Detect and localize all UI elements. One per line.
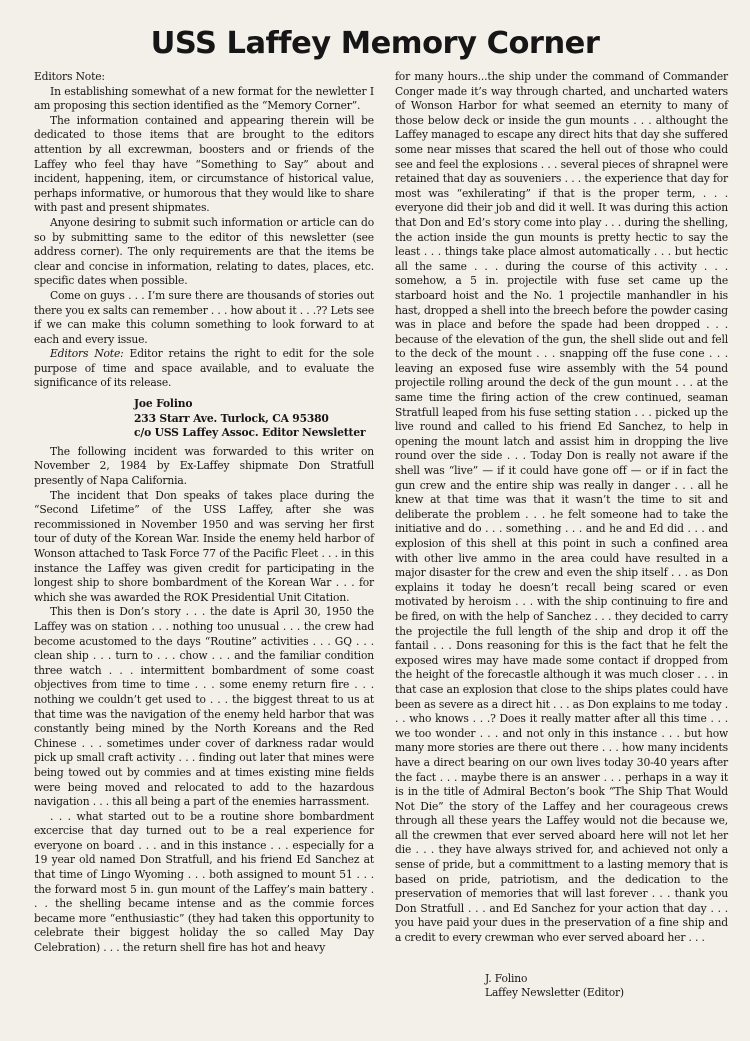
story-paragraph-3: This then is Don’s story . . . the date is April 30, 1950 the Laffey was on station . . . nothing too unusual . . . the crew had become acustomed to the days “Routine” activities . . . GQ . . . clean ship . . . turn to . . . chow . . . and the familiar condition three watch . . . intermittent bombardment of some coast objectives from time to time . . . some enemy return fire . . . nothing we couldn’t get used to . . . the biggest threat to us at that time was the navigation of the enemy held harbor that was constantly being mined by the North Koreans and the Red Chinese . . . sometimes under cover of darkness radar would pick up small craft activity . . . finding out later that mines were being towed out by commies and at times existing mine fields were being moved and relocated to add to the hazardous navigation . . . this all being a part of the enemies harrassment. xyxy=(34,605,374,809)
editor-address xyxy=(134,397,374,441)
editors-note-paragraph xyxy=(34,347,374,391)
editor-name: Joe Folino xyxy=(134,397,193,411)
page-title: USS Laffey Memory Corner xyxy=(150,26,600,61)
signature-block xyxy=(485,972,728,1001)
signature-title: Laffey Newsletter (Editor) xyxy=(485,986,624,1000)
story-paragraph-4: . . . what started out to be a routine shore bombardment excercise that day turned out to be a real experience for everyone on board . . . and in this instance . . . especially for a 19 year old named Don Stratfull, and his friend Ed Sanchez at that time of Lingo Wyoming . . . both assigned to mount 51 . . . the forward most 5 in. gun mount of the Laffey’s main battery . . . the shelling became intense and as the commie forces became more “enthusiastic” (they had taken this opportunity to celebrate their biggest holiday the so called May Day Celebration) . . . the return shell fire has hot and heavy xyxy=(34,809,374,955)
intro-paragraph-4: Come on guys . . . I’m sure there are thousands of stories out there you ex salts can remember . . . how about it . . .?? Lets see if we can make this column something to look forward to at each and every issue. xyxy=(34,288,374,346)
left-column xyxy=(34,70,374,956)
editors-note-text: Editor retains the right to edit for the sole purpose of time and space available, and to evaluate the significance of its release. xyxy=(34,347,374,390)
signature-name: J. Folino xyxy=(485,971,528,985)
editor-org: c/o USS Laffey Assoc. Editor Newsletter xyxy=(134,426,366,440)
editor-street: 233 Starr Ave. Turlock, CA 95380 xyxy=(134,411,329,425)
intro-paragraph-2: The information contained and appearing therein will be dedicated to those items that are brought to the editors attention by all excrewman, boosters and or friends of the Laffey who feel thay have “Something to Say” about and incident, happening, item, or circumstance of historical value, perhaps informative, or humorous that they would like to share with past and present shipmates. xyxy=(34,113,374,215)
story-continuation: for many hours...the ship under the command of Commander Conger made it’s way through charted, and uncharted waters of Wonson Harbor for what seemed an eternity to many of those below deck or inside the gun mounts . . . althought the Laffey managed to escape any direct hits that day she suffered some near misses that scared the hell out of those who could see and feel the explosions . . . several pieces of shrapnel were retained that day as souveniers . . . the experience that day for most was “exhilerating” if that is the proper term, . . . everyone did their job and did it well. It was during this action that Don and Ed’s story come into play . . . during the shelling, the action inside the gun mounts is pretty hectic to say the least . . . things take place almost automatically . . . but hectic all the same . . . during the course of this activity . . . somehow, a 5 in. projectile with fuse set came up the starboard hoist and the No. 1 projectile manhandler in his hast, dropped a shell into the breech before the powder casing was in place and before the spade had been dropped . . . because of the elevation of the gun, the shell slide out and fell to the deck of the mount . . . snapping off the fuse cone . . . leaving an exposed fuse wire assembly with the 54 pound projectile rolling around the deck of the gun mount . . . at the same time the firing action of the crew continued, seaman Stratfull leaped from his fuse setting station . . . picked up the live round and called to his friend Ed Sanchez, to help in opening the mount latch and assist him in dropping the live round over the side . . . Today Don is really not aware if the shell was “live” — if it could have gone off — or if in fact the gun crew and the entire ship was really in danger . . . all he knew at that time was that it wasn’t the time to sit and deliberate the problem . . . he felt someone had to take the initiative and do . . . something . . . and he and Ed did . . . and explosion of this shell at this point in such a confined area with other live ammo in the area could have resulted in a major disaster for the crew and even the ship itself . . . as Don explains it today he doesn’t recall being scared or even motivated by heroism . . . with the ship continuing to fire and be fired, on with the help of Sanchez . . . they decided to carry the projectile the full length of the ship and drop it off the fantail . . . Dons reasoning for this is the fact that he felt the exposed wires may have made some contact if dropped from the height of the forecastle although it was much closer . . . in that case an explosion that close to the ships plates could have been as severe as a direct hit . . . as Don explains to me today . . . who knows . . .? Does it really matter after all this time . . . we too wonder . . . and not only in this instance . . . but how many more stories are there out there . . . how many incidents have a direct bearing on our own lives today 30-40 years after the fact . . . maybe there is an answer . . . perhaps in a way it is in the title of Admiral Becton’s book “The Ship That Would Not Die” the story of the Laffey and her courageous crews through all these years the Laffey would not die because we, all the crewmen that ever served aboard here will not let her die . . . they have always strived for, and achieved not only a sense of pride, but a committment to a lasting memory that is based on pride, patriotism, and the dedication to the preservation of memories that will last forever . . . thank you Don Stratfull . . . and Ed Sanchez for your action that day . . . you have paid your dues in the preservation of a fine ship and a credit to every crewman who ever served aboard her . . . xyxy=(395,70,728,945)
intro-paragraph-3: Anyone desiring to submit such information or article can do so by submitting same to the editor of this newsletter (see address corner). The only requirements are that the items be clear and concise in information, relating to dates, places, etc. specific dates when possible. xyxy=(34,215,374,288)
intro-paragraph-1: In establishing somewhat of a new format for the newletter I am proposing this section identified as the “Memory Corner”. xyxy=(34,84,374,113)
editors-note-heading: Editors Note: xyxy=(34,70,105,83)
right-column xyxy=(395,70,728,1001)
editors-note-label: Editors Note: xyxy=(50,347,124,361)
story-paragraph-1: The following incident was forwarded to this writer on November 2, 1984 by Ex-Laffey shipmate Don Stratfull presently of Napa California. xyxy=(34,444,374,488)
story-paragraph-2: The incident that Don speaks of takes place during the “Second Lifetime” of the USS Laffey, after she was recommissioned in November 1950 and was serving her first tour of duty of the Korean War. Inside the enemy held harbor of Wonson attached to Task Force 77 of the Pacific Fleet . . . in this instance the Laffey was given credit for participating in the longest ship to shore bombardment of the Korean War . . . for which she was awarded the ROK Presidential Unit Citation. xyxy=(34,488,374,604)
